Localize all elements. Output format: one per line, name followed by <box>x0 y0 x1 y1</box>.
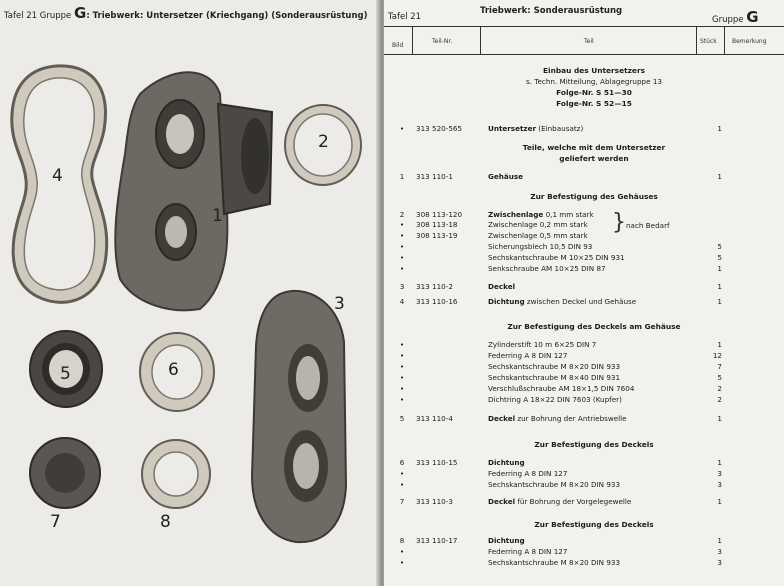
row-stueck: 3 <box>717 480 722 489</box>
parts-row <box>384 253 784 263</box>
row-description <box>488 558 620 567</box>
row-description-bold: Zwischenlage <box>488 210 544 219</box>
row-description-text: Federring A 8 DIN 127 <box>488 469 568 478</box>
parts-row <box>384 220 784 230</box>
row-stueck: 1 <box>717 172 722 181</box>
row-description <box>488 220 588 229</box>
column-header-stueck: Stück <box>700 38 717 45</box>
row-description-text: zwischen Deckel und Gehäuse <box>524 297 637 306</box>
row-description-text: Sicherungsblech 10,5 DIN 93 <box>488 242 593 251</box>
row-description-bold: Dichtung <box>488 536 525 545</box>
row-description-text: Zwischenlage 0,2 mm stark <box>488 220 588 229</box>
brace-symbol: } <box>612 210 626 235</box>
row-teil-nr: 313 110-4 <box>416 414 453 423</box>
row-description <box>488 384 634 393</box>
figure-label-7: 7 <box>50 512 61 532</box>
table-header-bottom-rule <box>384 54 784 55</box>
row-bild: • <box>399 340 405 349</box>
row-description <box>488 469 567 478</box>
intro-title: Einbau des Untersetzers <box>543 66 645 75</box>
row-description-text: Sechskantschraube M 8×20 DIN 933 <box>488 362 621 371</box>
row-teil-nr: 308 113-19 <box>416 231 458 240</box>
right-tafel-label: Tafel 21 <box>388 12 422 22</box>
row-bild: • <box>399 469 405 478</box>
row-description-text: Verschlußschraube AM 18×1,5 DIN 7604 <box>488 384 635 393</box>
section-heading: Zur Befestigung des Deckels <box>534 520 654 529</box>
row-bild: 4 <box>399 297 405 306</box>
row-description <box>488 536 525 545</box>
section-heading: Zur Befestigung des Gehäuses <box>530 192 658 201</box>
row-stueck: 1 <box>717 414 722 423</box>
parts-row <box>384 351 784 361</box>
row-stueck: 1 <box>717 536 722 545</box>
parts-row <box>384 362 784 372</box>
row-teil-nr: 313 110-1 <box>416 172 453 181</box>
row-description-text: Zwischenlage 0,5 mm stark <box>488 231 588 240</box>
parts-row <box>384 264 784 274</box>
row-description <box>488 547 567 556</box>
parts-row <box>384 297 784 307</box>
row-stueck: 5 <box>717 242 722 251</box>
parts-row <box>384 282 784 292</box>
figure-label-3: 3 <box>334 294 345 314</box>
row-description-text: Federring A 8 DIN 127 <box>488 351 568 360</box>
column-divider <box>696 26 697 54</box>
column-header-teil: Teil <box>584 38 594 45</box>
row-description-text: Senkschraube AM 10×25 DIN 87 <box>488 264 606 273</box>
parts-row <box>384 480 784 490</box>
row-bild: • <box>399 395 405 404</box>
row-bild: • <box>399 124 405 133</box>
column-header-bemerkung: Bemerkung <box>732 38 767 45</box>
nach-bedarf-note: nach Bedarf <box>626 221 670 230</box>
column-divider <box>412 26 413 54</box>
row-bild: • <box>399 264 405 273</box>
row-description-text: Federring A 8 DIN 127 <box>488 547 568 556</box>
row-description-text: 0,1 mm stark <box>543 210 594 219</box>
row-bild: 1 <box>399 172 405 181</box>
row-teil-nr: 313 110-16 <box>416 297 458 306</box>
row-description <box>488 480 620 489</box>
right-page <box>384 0 784 586</box>
parts-row <box>384 172 784 182</box>
row-stueck: 5 <box>717 373 722 382</box>
row-stueck: 3 <box>717 547 722 556</box>
row-bild: • <box>399 231 405 240</box>
figure-label-4: 4 <box>52 166 63 186</box>
row-description <box>488 172 523 181</box>
row-bild: 2 <box>399 210 405 219</box>
parts-row <box>384 469 784 479</box>
row-teil-nr: 313 110-3 <box>416 497 453 506</box>
parts-row <box>384 458 784 468</box>
row-description-bold: Deckel <box>488 414 516 423</box>
row-teil-nr: 313 110-15 <box>416 458 458 467</box>
column-divider <box>480 26 481 54</box>
row-description-bold: Untersetzer <box>488 124 536 133</box>
section-heading: Teile, welche mit dem Untersetzer <box>522 143 666 152</box>
left-page-header <box>4 4 368 22</box>
figure-label-2: 2 <box>318 132 329 152</box>
row-description-bold: Dichtung <box>488 458 525 467</box>
gasket-8-illustration <box>138 436 214 512</box>
column-header-bild: Bild <box>392 42 404 49</box>
row-description <box>488 362 620 371</box>
parts-row <box>384 547 784 557</box>
left-header-prefix: Tafel 21 Gruppe <box>4 11 72 21</box>
housing-1-illustration <box>100 64 280 314</box>
row-bild: 3 <box>399 282 405 291</box>
row-stueck: 1 <box>717 124 722 133</box>
row-teil-nr: 313 520-565 <box>416 124 463 133</box>
section-heading: geliefert werden <box>559 154 629 163</box>
intro-folge-2: Folge-Nr. S 52—15 <box>556 99 632 108</box>
parts-row <box>384 210 784 220</box>
parts-row <box>384 242 784 252</box>
row-description <box>488 497 631 506</box>
parts-row <box>384 497 784 507</box>
parts-row <box>384 124 784 134</box>
row-stueck: 1 <box>717 497 722 506</box>
figure-label-5: 5 <box>60 364 71 384</box>
parts-row <box>384 414 784 424</box>
row-stueck: 1 <box>717 340 722 349</box>
parts-row <box>384 536 784 546</box>
row-bild: 7 <box>399 497 405 506</box>
row-description <box>488 124 583 133</box>
parts-row <box>384 373 784 383</box>
row-description-bold: Deckel <box>488 282 516 291</box>
row-description-text: für Bohrung der Vorgelegewelle <box>515 497 632 506</box>
row-description-text: Sechskantschraube M 8×40 DIN 931 <box>488 373 621 382</box>
row-description <box>488 210 594 219</box>
parts-row <box>384 231 784 241</box>
row-stueck: 2 <box>717 384 722 393</box>
left-header-group-letter: G <box>74 4 87 22</box>
row-bild: • <box>399 362 405 371</box>
row-description-text: Zylinderstift 10 m 6×25 DIN 7 <box>488 340 597 349</box>
row-stueck: 1 <box>717 282 722 291</box>
column-divider <box>724 26 725 54</box>
parts-row <box>384 340 784 350</box>
row-teil-nr: 313 110-17 <box>416 536 458 545</box>
section-heading: Zur Befestigung des Deckels <box>534 440 654 449</box>
figure-label-8: 8 <box>160 512 171 532</box>
parts-row <box>384 558 784 568</box>
intro-reference: s. Techn. Mitteilung, Ablagegruppe 13 <box>526 77 662 86</box>
row-description <box>488 242 592 251</box>
row-stueck: 2 <box>717 395 722 404</box>
section-heading: Zur Befestigung des Deckels am Gehäuse <box>507 322 681 331</box>
row-description-text: Sechskantschraube M 8×20 DIN 933 <box>488 480 621 489</box>
row-bild: • <box>399 220 405 229</box>
row-description <box>488 297 636 306</box>
row-description-text: Sechskantschraube M 10×25 DIN 931 <box>488 253 625 262</box>
row-description-text: Sechskantschraube M 8×20 DIN 933 <box>488 558 621 567</box>
left-header-title: : Triebwerk: Untersetzer (Kriechgang) (Sonderausrüstung) <box>86 11 368 21</box>
row-stueck: 1 <box>717 458 722 467</box>
right-group-header <box>712 8 759 26</box>
row-stueck: 1 <box>717 297 722 306</box>
row-bild: • <box>399 242 405 251</box>
row-description <box>488 253 625 262</box>
right-group-letter: G <box>746 8 759 26</box>
row-description <box>488 264 606 273</box>
row-bild: • <box>399 253 405 262</box>
parts-row <box>384 384 784 394</box>
row-teil-nr: 313 110-2 <box>416 282 453 291</box>
row-description-bold: Deckel <box>488 497 516 506</box>
left-page <box>0 0 380 586</box>
row-description-text: zur Bohrung der Antriebswelle <box>515 414 627 423</box>
cover-3-illustration <box>246 286 350 546</box>
right-group-label: Gruppe <box>712 15 744 25</box>
cover-7-illustration <box>26 434 104 512</box>
row-stueck: 12 <box>712 351 722 360</box>
row-bild: • <box>399 547 405 556</box>
row-description <box>488 340 596 349</box>
row-description <box>488 351 567 360</box>
right-page-title: Triebwerk: Sonderausrüstung <box>480 6 623 16</box>
row-description <box>488 231 588 240</box>
column-header-teil-nr: Teil-Nr. <box>432 38 453 45</box>
row-stueck: 3 <box>717 558 722 567</box>
row-description-bold: Dichtung <box>488 297 525 306</box>
intro-folge-1: Folge-Nr. S 51—30 <box>556 88 632 97</box>
row-stueck: 1 <box>717 264 722 273</box>
row-stueck: 7 <box>717 362 722 371</box>
row-stueck: 3 <box>717 469 722 478</box>
figure-label-6: 6 <box>168 360 179 380</box>
figure-label-1: 1 <box>212 206 223 226</box>
row-teil-nr: 308 113-120 <box>416 210 463 219</box>
row-bild: 6 <box>399 458 405 467</box>
row-description-bold: Gehäuse <box>488 172 524 181</box>
row-description <box>488 414 627 423</box>
parts-row <box>384 395 784 405</box>
row-bild: • <box>399 480 405 489</box>
row-description <box>488 458 525 467</box>
row-bild: • <box>399 351 405 360</box>
row-bild: • <box>399 373 405 382</box>
row-teil-nr: 308 113-18 <box>416 220 458 229</box>
row-description-text: (Einbausatz) <box>536 124 584 133</box>
row-stueck: 5 <box>717 253 722 262</box>
row-description <box>488 373 620 382</box>
row-bild: 8 <box>399 536 405 545</box>
row-bild: • <box>399 384 405 393</box>
row-bild: 5 <box>399 414 405 423</box>
row-description <box>488 282 515 291</box>
row-bild: • <box>399 558 405 567</box>
row-description-text: Dichtring A 18×22 DIN 7603 (Kupfer) <box>488 395 622 404</box>
row-description <box>488 395 622 404</box>
